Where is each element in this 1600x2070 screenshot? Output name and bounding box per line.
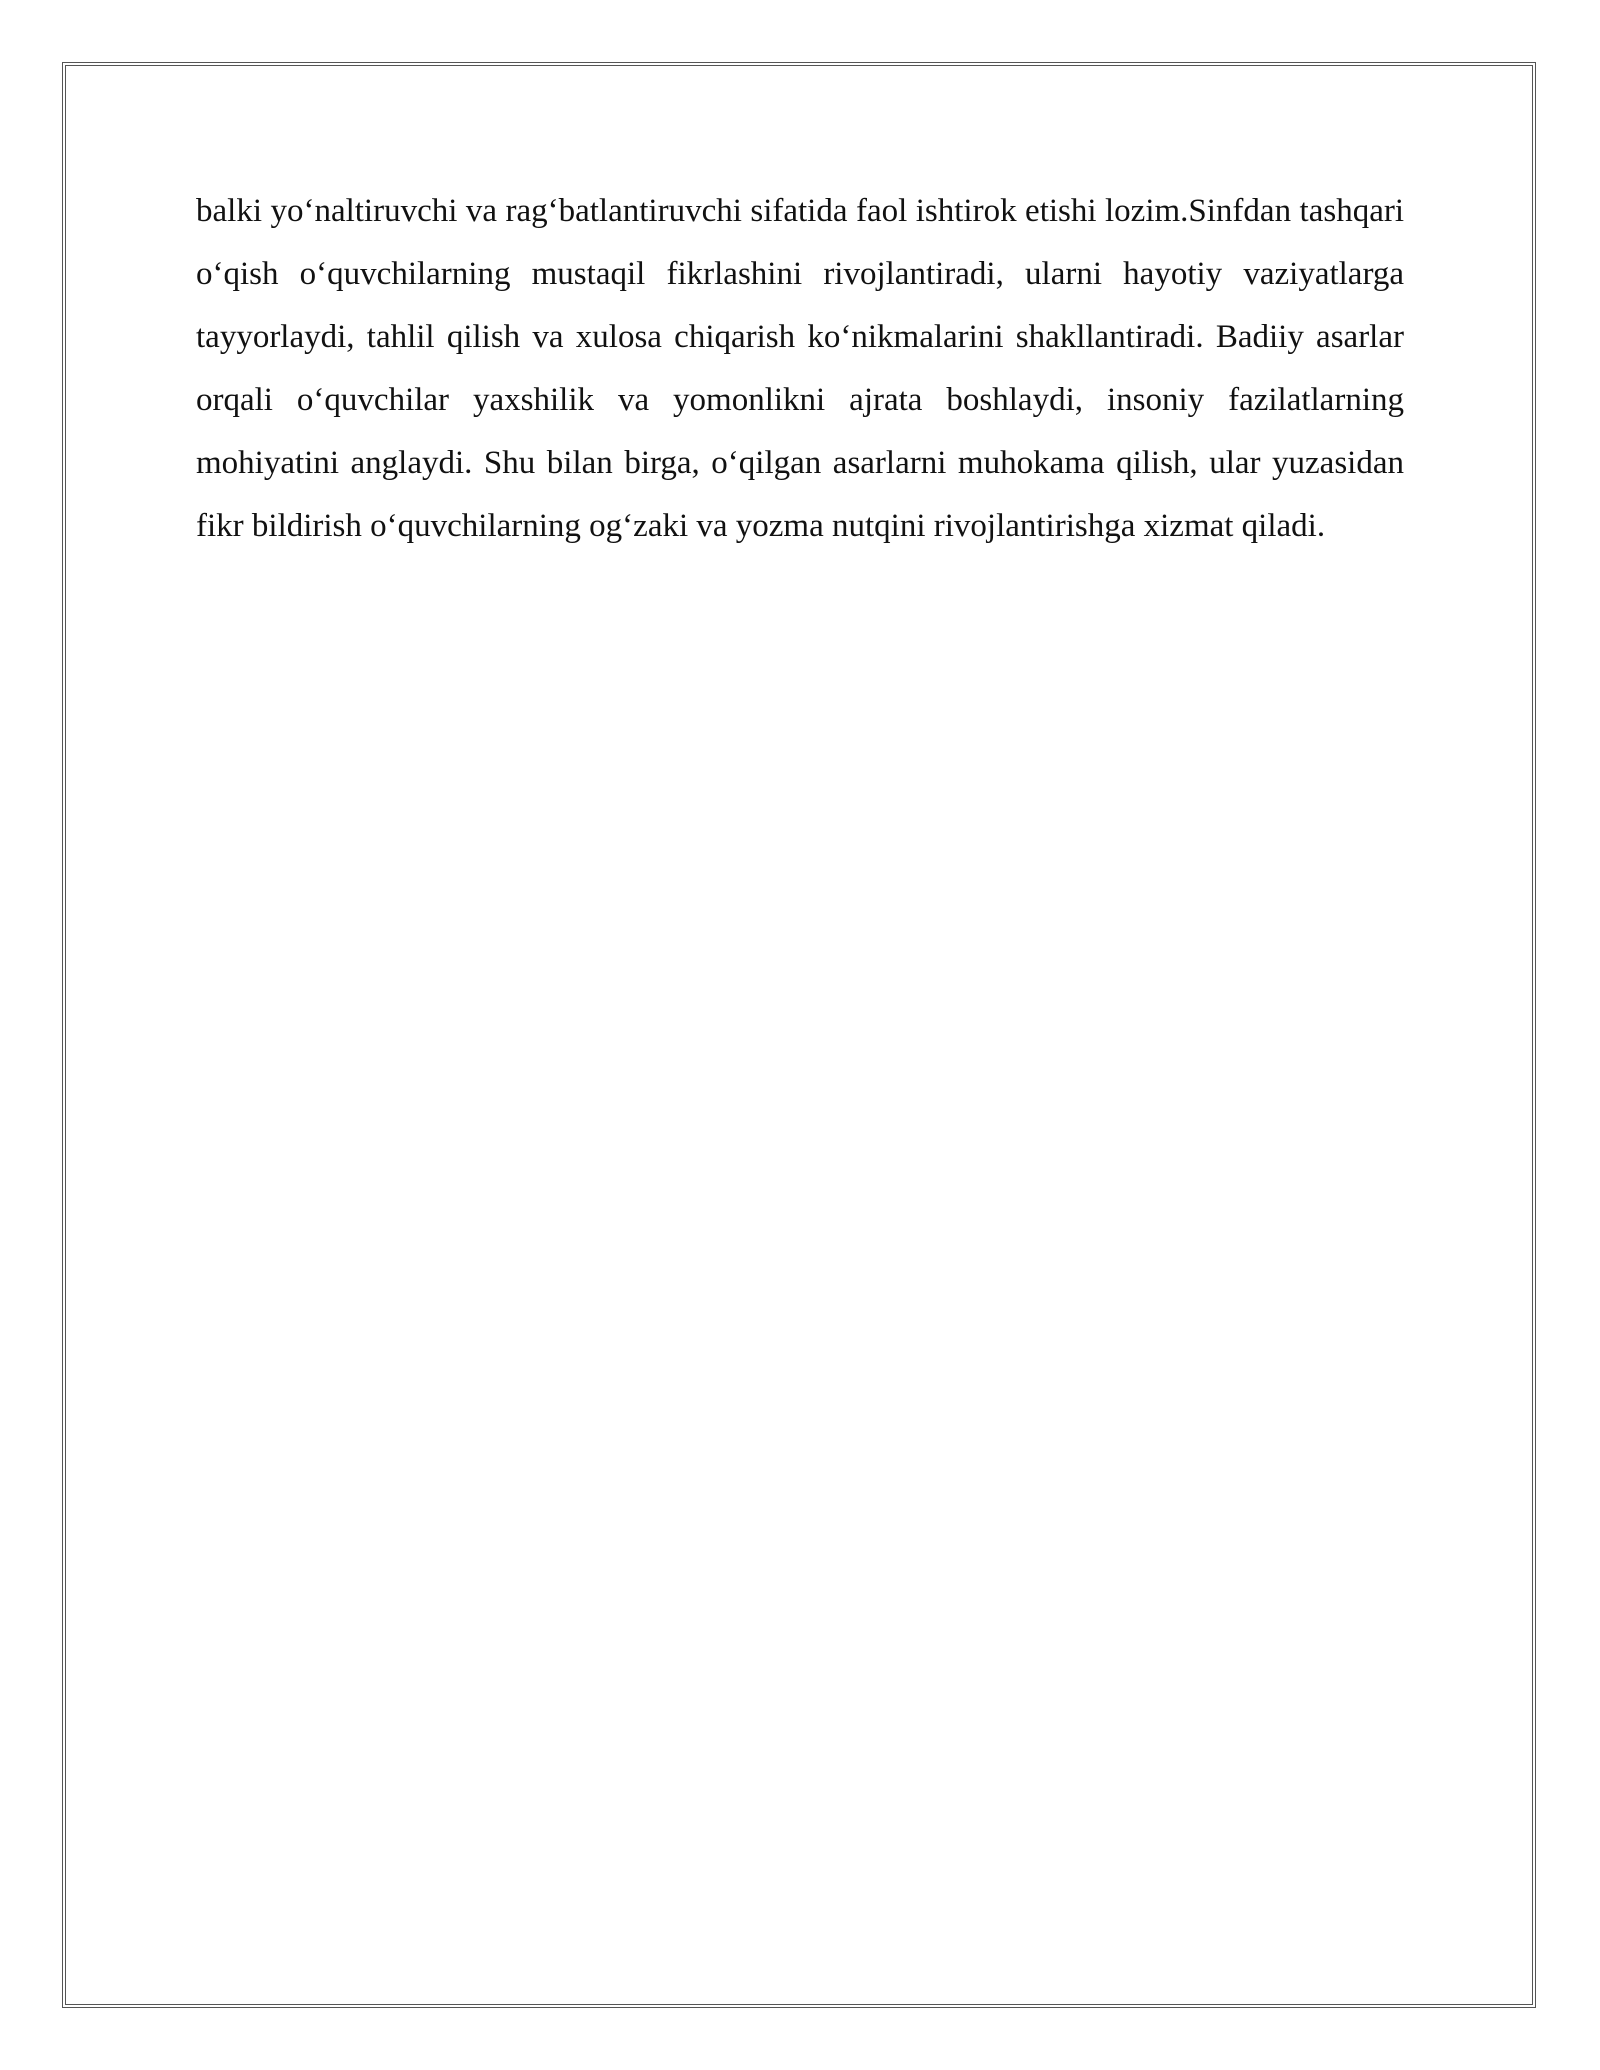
- body-paragraph: balki yo‘naltiruvchi va rag‘batlantiruvchi sifatida faol ishtirok etishi lozim.Sinfdan tashqari o‘qish o‘quvchilarning mustaqil fikrlashini rivojlantiradi, ularni hayotiy vaziyatlarga tayyorlaydi, tahlil qilish va xulosa chiqarish ko‘nikmalarini shakllantiradi. Badiiy asarlar orqali o‘quvchilar yaxshilik va yomonlikni ajrata boshlaydi, insoniy fazilatlarning mohiyatini anglaydi. Shu bilan birga, o‘qilgan asarlarni muhokama qilish, ular yuzasidan fikr bildirish o‘quvchilarning og‘zaki va yozma nutqini rivojlantirishga xizmat qiladi.: [196, 193, 1404, 544]
- document-body: [196, 180, 1404, 558]
